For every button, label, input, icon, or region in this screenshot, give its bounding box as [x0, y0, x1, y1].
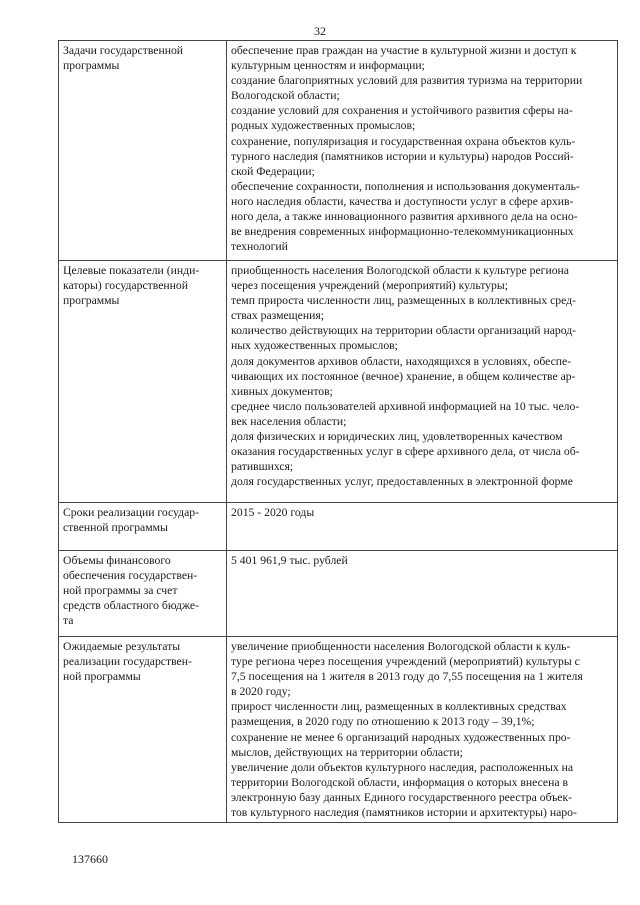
- table-row: [59, 637, 618, 823]
- table-row: [59, 261, 618, 503]
- row-label-cell: [59, 551, 227, 637]
- program-passport-table: [58, 40, 618, 823]
- row-content-cell: [227, 41, 618, 261]
- row-content-cell: [227, 637, 618, 823]
- row-content-line: создание благоприятных условий для развития туризма на территории: [231, 74, 583, 88]
- row-content-line: ве внедрения современных информационно-телекоммуникационных: [231, 225, 574, 239]
- row-label-line: реализации государствен-: [63, 655, 192, 669]
- page-number: 32: [314, 24, 326, 38]
- row-content-line: 2015 - 2020 годы: [231, 506, 315, 519]
- row-content-line: ных художественных промыслов;: [231, 339, 398, 353]
- row-label-line: Объемы финансового: [63, 554, 171, 567]
- row-label-line: ной программы: [63, 670, 141, 684]
- row-content-line: количество действующих на территории области организаций народ-: [231, 324, 577, 338]
- row-content-cell: [227, 551, 618, 637]
- row-content-line: ствах размещения;: [231, 309, 324, 323]
- row-content-line: через посещения учреждений (мероприятий) культуры;: [231, 279, 508, 293]
- row-content-line: оказания государственных услуг в сфере архивного дела, от числа об-: [231, 445, 580, 459]
- row-label-line: Целевые показатели (инди-: [63, 264, 200, 277]
- row-label-cell: [59, 637, 227, 823]
- row-label-line: обеспечения государствен-: [63, 569, 198, 583]
- row-label-cell: [59, 503, 227, 551]
- row-label-line: каторы) государственной: [63, 279, 188, 293]
- row-content-line: обеспечение сохранности, пополнения и использования документаль-: [231, 179, 580, 193]
- row-content-line: приобщенность населения Вологодской области к культуре региона: [231, 264, 569, 277]
- row-content-line: 5 401 961,9 тыс. рублей: [231, 554, 348, 567]
- row-content-line: обеспечение прав граждан на участие в культурной жизни и доступ к: [231, 44, 577, 57]
- row-label-cell: [59, 261, 227, 503]
- document-id: 137660: [72, 852, 108, 866]
- row-label-line: та: [63, 614, 74, 628]
- row-content-line: 7,5 посещения на 1 жителя в 2013 году до 7,55 посещения на 1 жителя: [231, 670, 583, 684]
- table-row: [59, 503, 618, 551]
- row-content-line: тов культурного наследия (памятников истории и архитектуры) наро-: [231, 806, 577, 820]
- row-content-line: мыслов, действующих на территории области;: [231, 745, 463, 759]
- row-label-cell: [59, 41, 227, 261]
- row-content-line: родных художественных промыслов;: [231, 119, 416, 133]
- row-content-line: Вологодской области;: [231, 89, 340, 103]
- row-content-line: размещения, в 2020 году по отношению к 2013 году – 39,1%;: [231, 715, 535, 729]
- row-content-line: среднее число пользователей архивной информацией на 10 тыс. чело-: [231, 399, 580, 413]
- row-content-line: прирост численности лиц, размещенных в коллективных средствах: [231, 700, 567, 714]
- row-label-line: Ожидаемые результаты: [63, 640, 181, 653]
- row-label-line: ной программы за счет: [63, 584, 178, 598]
- row-content-line: доля государственных услуг, предоставленных в электронной форме: [231, 475, 573, 489]
- row-label-line: ственной программы: [63, 521, 168, 535]
- row-content-line: хивных документов;: [231, 384, 333, 398]
- row-content-line: доля физических и юридических лиц, удовлетворенных качеством: [231, 430, 563, 444]
- row-content-line: сохранение не менее 6 организаций народных художественных про-: [231, 730, 571, 744]
- row-content-line: территории Вологодской области, информация о которых внесена в: [231, 775, 568, 789]
- row-content-line: чивающих их постоянное (вечное) хранение, в общем количестве ар-: [231, 369, 576, 383]
- row-content-line: ратившихся;: [231, 460, 294, 474]
- row-content-line: в 2020 году;: [231, 685, 291, 699]
- row-content-line: темп прироста численности лиц, размещенных в коллективных сред-: [231, 294, 577, 308]
- row-content-line: туре региона через посещения учреждений (мероприятий) культуры с: [231, 655, 580, 669]
- row-label-line: средств областного бюдже-: [63, 599, 199, 613]
- row-content-line: электронную базу данных Единого государственного реестра объек-: [231, 790, 573, 804]
- row-label-line: программы: [63, 59, 120, 73]
- row-content-line: ного дела, а также инновационного развития архивного дела на осно-: [231, 210, 578, 224]
- row-content-line: доля документов архивов области, находящихся в условиях, обеспе-: [231, 354, 572, 368]
- row-label-line: Задачи государственной: [63, 44, 184, 57]
- row-content-line: технологий: [231, 240, 288, 254]
- row-content-line: создание условий для сохранения и устойчивого развития сферы на-: [231, 104, 573, 118]
- table-row: [59, 551, 618, 637]
- row-content-line: сохранение, популяризация и государственная охрана объектов куль-: [231, 134, 576, 148]
- row-content-line: век населения области;: [231, 414, 347, 428]
- row-content-line: культурным ценностям и информации;: [231, 59, 425, 73]
- row-content-cell: [227, 503, 618, 551]
- row-content-line: турного наследия (памятников истории и культуры) народов Россий-: [231, 149, 574, 163]
- row-content-line: увеличение доли объектов культурного наследия, расположенных на: [231, 760, 574, 774]
- row-content-line: увеличение приобщенности населения Вологодской области к куль-: [231, 640, 571, 653]
- table-row: [59, 41, 618, 261]
- row-content-line: ской Федерации;: [231, 164, 315, 178]
- row-content-cell: [227, 261, 618, 503]
- row-content-line: ного наследия области, качества и доступности услуг в сфере архив-: [231, 194, 574, 208]
- row-label-line: программы: [63, 294, 120, 308]
- row-label-line: Сроки реализации государ-: [63, 506, 200, 519]
